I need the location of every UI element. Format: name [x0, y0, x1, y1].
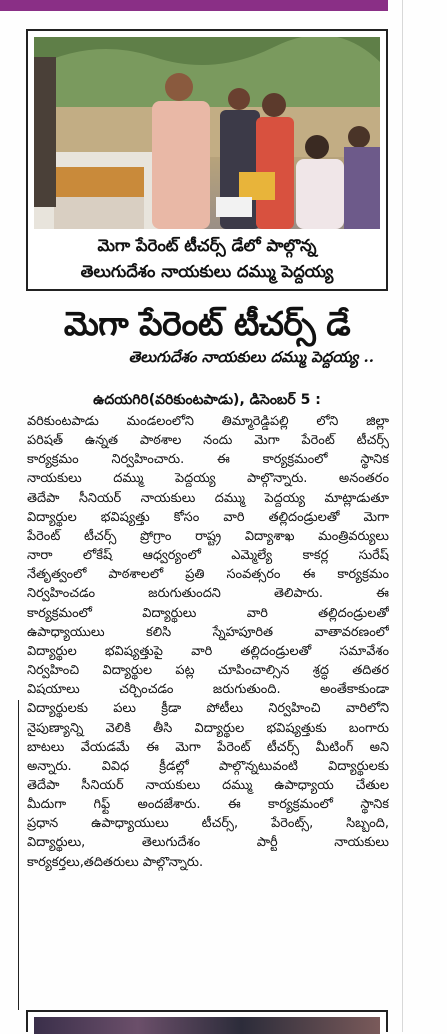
body-line: నైపుణ్యాన్ని వెలికి తీసి విద్యార్థుల భవిష్యత్తుకు బంగారు [27, 720, 389, 736]
article-subheadline: తెలుగుదేశం నాయకులు దమ్ము పెద్దయ్య .. [128, 348, 374, 366]
body-line: నిర్వహించడం జరుగుతుందని తెలిపారు. ఈ [27, 586, 389, 602]
body-line: ప్రధాన ఉపాధ్యాయులు టీచర్స్, పేరెంట్స్, సిబ్బంది, [27, 816, 389, 832]
body-line: పేరెంట్ టీచర్స్ ప్రోగ్రాం రాష్ట్ర విద్యాశాఖ మంత్రివర్యులు [27, 528, 389, 544]
body-line: మీదుగా గిఫ్ట్ అందజేశారు. ఈ కార్యక్రమంలో స్థానిక [27, 797, 389, 813]
body-line: విద్యార్థులకు పలు క్రీడా పోటీలు నిర్వహించి వారిలోని [27, 701, 389, 717]
article-headline: మెగా పేరెంట్ టీచర్స్ డే [63, 304, 351, 343]
top-color-band [0, 0, 388, 11]
body-line: నిర్వహించి విద్యార్థుల పట్ల చూపించాల్సిన శ్రద్ధ తదితర [27, 663, 389, 679]
left-margin-rule [18, 700, 19, 1010]
body-line: విషయాలు చర్చించడం జరుగుతుంది. అంతేకాకుండా [27, 682, 389, 698]
photo-caption [34, 233, 380, 285]
caption-line-2: తెలుగుదేశం నాయకులు దమ్ము పెద్దయ్య [80, 262, 334, 281]
next-article-image [34, 1017, 380, 1034]
article-dateline: ఉదయగిరి(వరికుంటపాడు), డిసెంబర్ 5 : [93, 392, 321, 408]
body-line: నాయకులు దమ్ము పెద్దయ్య పాల్గొన్నారు. అనంతరం [27, 471, 389, 487]
body-line: పరిషత్ ఉన్నత పాఠశాల నందు మెగా పేరెంట్ టీచర్స్ [27, 433, 389, 449]
body-line: బాటలు వేయడమే ఈ మెగా పేరెంట్ టీచర్స్ మీటింగ్ అని [27, 739, 389, 755]
body-line: అన్నారు. వివిధ క్రీడల్లో పాల్గొన్నటువంటి విద్యార్థులకు [27, 758, 389, 774]
body-line: కార్యక్రమం నిర్వహించారు. ఈ కార్యక్రమంలో స్థానిక [27, 452, 389, 468]
photo-frame [26, 29, 388, 291]
article-body [27, 412, 389, 872]
body-line: వరికుంటపాడు మండలంలోని తిమ్మారెడ్డిపల్లి లోని జిల్లా [27, 414, 389, 429]
caption-line-1: మెగా పేరెంట్ టీచర్స్ డేలో పాల్గొన్న [97, 236, 317, 255]
body-line: తెదేపా సీనియర్ నాయకులు దమ్ము ఉపాధ్యాయ చేతుల [27, 777, 389, 793]
body-line: విద్యార్థుల భవిష్యత్తు కోసం వారి తల్లిదండ్రులతో మెగా [27, 509, 389, 525]
column-divider [402, 0, 403, 1032]
next-article-photo [26, 1010, 388, 1032]
body-line: నారా లోకేష్ ఆధ్వర్యంలో ఎమ్మెల్యే కాకర్ల సురేష్ [27, 548, 389, 564]
body-line: విద్యార్థులు, తెలుగుదేశం పార్టీ నాయకులు [27, 835, 389, 851]
body-line: నేతృత్వంలో పాఠశాలలో ప్రతి సంవత్సరం ఈ కార్యక్రమం [27, 567, 389, 583]
body-line: విద్యార్థుల భవిష్యత్తుపై వారి తల్లిదండ్రులతో సమావేశం [27, 643, 389, 659]
news-photo [34, 37, 380, 229]
body-line: కార్యక్రమంలో విద్యార్థులు వారి తల్లిదండ్రులతో [27, 605, 389, 621]
body-line: కార్యకర్తలు,తదితరులు పాల్గొన్నారు. [27, 854, 204, 870]
body-line: తెదేపా సీనియర్ నాయకులు దమ్ము పెద్దయ్య మాట్లాడుతూ [27, 490, 389, 506]
body-line: ఉపాధ్యాయులు కలిసి స్నేహపూరిత వాతావరణంలో [27, 624, 389, 640]
